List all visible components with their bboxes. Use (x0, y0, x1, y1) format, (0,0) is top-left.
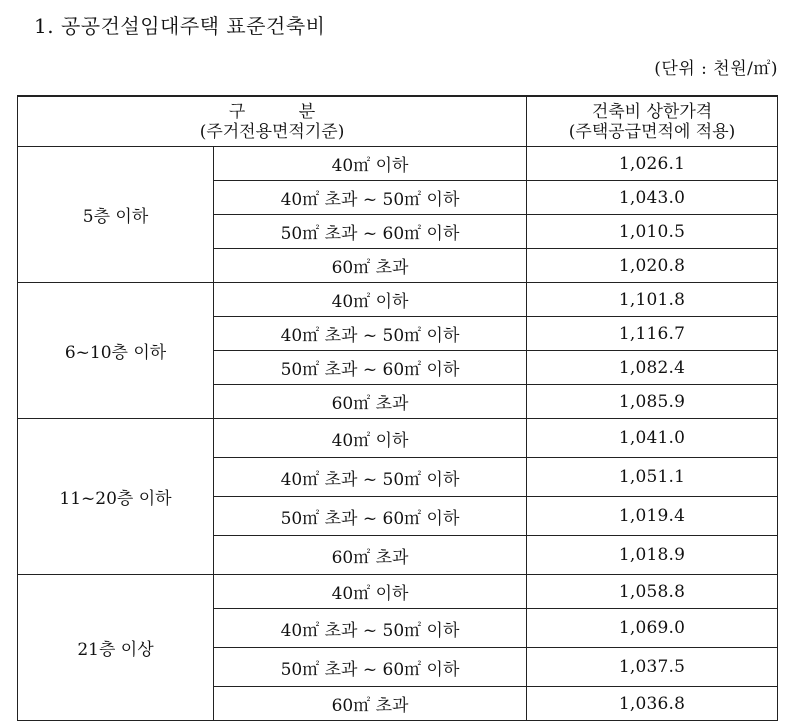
price-cell: 1,082.4 (527, 351, 778, 385)
area-cell: 60㎡ 초과 (214, 687, 527, 721)
table-row (18, 419, 778, 458)
price-cell: 1,085.9 (527, 385, 778, 419)
area-cell: 40㎡ 이하 (214, 283, 527, 317)
area-cell: 50㎡ 초과 ~ 60㎡ 이하 (214, 351, 527, 385)
area-cell: 60㎡ 초과 (214, 536, 527, 575)
price-cell: 1,069.0 (527, 609, 778, 648)
price-cell: 1,037.5 (527, 648, 778, 687)
header-price-label: 건축비 상한가격 (591, 101, 713, 122)
price-cell: 1,051.1 (527, 458, 778, 497)
area-cell: 40㎡ 초과 ~ 50㎡ 이하 (214, 609, 527, 648)
price-cell: 1,058.8 (527, 575, 778, 609)
floor-group-cell: 21층 이상 (18, 575, 214, 721)
area-cell: 40㎡ 이하 (214, 419, 527, 458)
price-cell: 1,036.8 (527, 687, 778, 721)
area-cell: 50㎡ 초과 ~ 60㎡ 이하 (214, 648, 527, 687)
header-category-label: 구 분 (228, 101, 316, 122)
header-category-cell (18, 96, 527, 147)
header-price-cell (527, 96, 778, 147)
area-cell: 60㎡ 초과 (214, 385, 527, 419)
header-price-sublabel: (주택공급면적에 적용) (568, 121, 736, 142)
price-cell: 1,043.0 (527, 181, 778, 215)
price-cell: 1,101.8 (527, 283, 778, 317)
price-cell: 1,020.8 (527, 249, 778, 283)
price-cell: 1,010.5 (527, 215, 778, 249)
standard-construction-cost-table (17, 95, 778, 721)
table-row (18, 147, 778, 181)
price-cell: 1,116.7 (527, 317, 778, 351)
area-cell: 60㎡ 초과 (214, 249, 527, 283)
area-cell: 50㎡ 초과 ~ 60㎡ 이하 (214, 497, 527, 536)
price-cell: 1,019.4 (527, 497, 778, 536)
price-cell: 1,026.1 (527, 147, 778, 181)
floor-group-cell: 5층 이하 (18, 147, 214, 283)
document-title: 1. 공공건설임대주택 표준건축비 (34, 14, 326, 38)
table-body (18, 147, 778, 721)
area-cell: 40㎡ 이하 (214, 575, 527, 609)
floor-group-cell: 6~10층 이하 (18, 283, 214, 419)
unit-note: (단위 : 천원/㎡) (654, 59, 778, 79)
price-cell: 1,041.0 (527, 419, 778, 458)
header-category-sublabel: (주거전용면적기준) (199, 121, 345, 142)
area-cell: 40㎡ 초과 ~ 50㎡ 이하 (214, 317, 527, 351)
floor-group-cell: 11~20층 이하 (18, 419, 214, 575)
area-cell: 40㎡ 초과 ~ 50㎡ 이하 (214, 181, 527, 215)
table-row (18, 283, 778, 317)
table-row (18, 575, 778, 609)
area-cell: 40㎡ 초과 ~ 50㎡ 이하 (214, 458, 527, 497)
table-header-row (18, 96, 778, 147)
area-cell: 40㎡ 이하 (214, 147, 527, 181)
area-cell: 50㎡ 초과 ~ 60㎡ 이하 (214, 215, 527, 249)
price-cell: 1,018.9 (527, 536, 778, 575)
